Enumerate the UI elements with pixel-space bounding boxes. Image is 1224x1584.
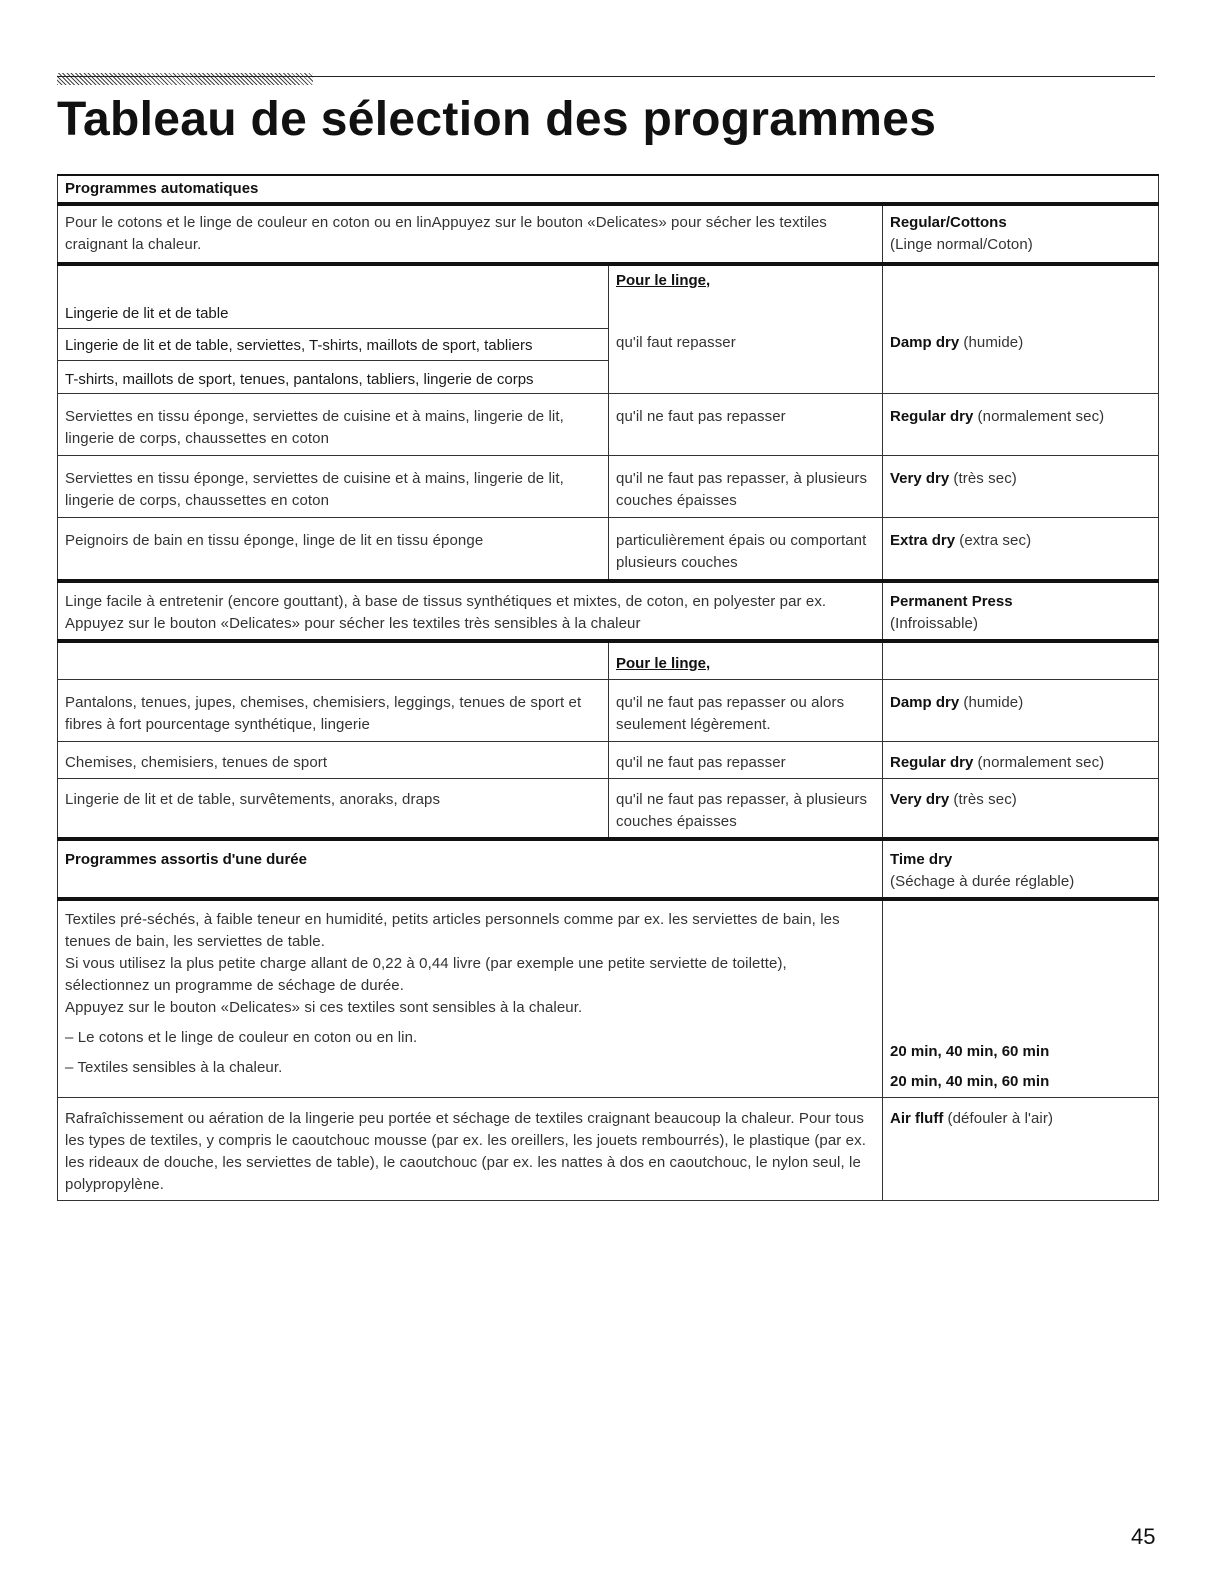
condition-text: qu'il faut repasser [616, 334, 736, 351]
textile-desc: Serviettes en tissu éponge, serviettes de cuisine et à mains, lingerie de lit, lingerie de corps, chaussettes en coton [65, 408, 564, 447]
timed-line-2: – Textiles sensibles à la chaleur. [65, 1059, 283, 1076]
program-sub: (humide) [963, 334, 1024, 351]
program-name: Damp dry [890, 694, 960, 711]
table-row [58, 1098, 1159, 1201]
program-sub: (extra sec) [959, 532, 1032, 549]
timed-intro-1: Textiles pré-séchés, à faible teneur en humidité, petits articles personnels comme par ex. les serviettes de bain, les tenues de bain, les serviettes de table. [65, 911, 840, 950]
pour-le-linge-heading: Pour le linge, [616, 272, 711, 289]
permanent-press-desc: Linge facile à entretenir (encore gouttant), à base de tissus synthétiques et mixtes, de coton, en polyester par ex. Appuyez sur le bouton «Delicates» pour sécher les textiles très sensibles à la chaleur [65, 593, 827, 632]
table-row [58, 204, 1159, 264]
program-name: Very dry [890, 470, 950, 487]
program-sub: (normalement sec) [977, 754, 1105, 771]
program-sub: (Linge normal/Coton) [890, 236, 1033, 253]
table-row [58, 899, 1159, 1098]
program-table [57, 174, 1159, 1201]
program-name: Extra dry [890, 532, 956, 549]
table-row [58, 742, 1159, 779]
list-item: Lingerie de lit et de table [58, 300, 608, 329]
section-header-row [58, 839, 1159, 899]
program-name: Regular/Cottons [890, 214, 1007, 231]
timed-line-1: – Le cotons et le linge de couleur en coton ou en lin. [65, 1029, 418, 1046]
program-name: Regular dry [890, 408, 974, 425]
program-sub: (Séchage à durée réglable) [890, 873, 1075, 890]
condition-text: qu'il ne faut pas repasser [616, 754, 786, 771]
time-options: 20 min, 40 min, 60 min [890, 1043, 1050, 1060]
program-name: Air fluff [890, 1110, 944, 1127]
time-options: 20 min, 40 min, 60 min [890, 1073, 1050, 1090]
timed-intro-2: Si vous utilisez la plus petite charge allant de 0,22 à 0,44 livre (par exemple une petite serviette de toilette), sélectionnez un programme de séchage de durée. [65, 955, 787, 994]
air-fluff-desc: Rafraîchissement ou aération de la lingerie peu portée et séchage de textiles craignant beaucoup la chaleur. Pour tous les types de textiles, y compris le caoutchouc mousse (par ex. les oreillers, les jouets rembourrés), le plastique (par ex. les rideaux de douche, les serviettes de table), le caoutchouc (par ex. les nattes à dos en caoutchouc, le nylon seul, le polypropylène. [65, 1110, 866, 1193]
table-row [58, 394, 1159, 456]
header-rule [57, 76, 1155, 77]
header-rule-pattern [57, 73, 313, 85]
textile-desc: Chemises, chemisiers, tenues de sport [65, 754, 328, 771]
section-header-timed: Programmes assortis d'une durée [65, 851, 307, 868]
program-sub: (humide) [963, 694, 1024, 711]
condition-text: qu'il ne faut pas repasser [616, 408, 786, 425]
list-item: T-shirts, maillots de sport, tenues, pantalons, tabliers, lingerie de corps [65, 371, 534, 388]
section-header-row [58, 175, 1159, 204]
table-row [58, 264, 1159, 394]
textile-desc: Lingerie de lit et de table, survêtements, anoraks, draps [65, 791, 441, 808]
table-row [58, 518, 1159, 582]
table-row [58, 581, 1159, 641]
program-sub: (normalement sec) [977, 408, 1105, 425]
table-row [58, 641, 1159, 680]
program-sub: (très sec) [953, 791, 1017, 808]
regular-cottons-desc: Pour le cotons et le linge de couleur en coton ou en linAppuyez sur le bouton «Delicates» pour sécher les textiles craignant la chaleur. [65, 214, 827, 253]
table-row [58, 680, 1159, 742]
condition-text: qu'il ne faut pas repasser, à plusieurs couches épaisses [616, 470, 868, 509]
page-title: Tableau de sélection des programmes [57, 93, 937, 146]
program-name: Regular dry [890, 754, 974, 771]
program-name: Time dry [890, 851, 953, 868]
condition-text: particulièrement épais ou comportant plusieurs couches [616, 532, 867, 571]
condition-text: qu'il ne faut pas repasser ou alors seulement légèrement. [616, 694, 845, 733]
timed-intro-3: Appuyez sur le bouton «Delicates» si ces textiles sont sensibles à la chaleur. [65, 999, 583, 1016]
textile-desc: Peignoirs de bain en tissu éponge, linge de lit en tissu éponge [65, 532, 484, 549]
program-name: Permanent Press [890, 593, 1013, 610]
pour-le-linge-heading: Pour le linge, [616, 655, 711, 672]
table-row [58, 456, 1159, 518]
condition-text: qu'il ne faut pas repasser, à plusieurs couches épaisses [616, 791, 868, 830]
list-item: Lingerie de lit et de table, serviettes, T-shirts, maillots de sport, tabliers [58, 329, 608, 361]
program-name: Damp dry [890, 334, 960, 351]
section-header-auto: Programmes automatiques [65, 180, 259, 197]
page-number: 45 [1131, 1524, 1156, 1549]
program-sub: (défouler à l'air) [947, 1110, 1054, 1127]
program-sub: (Infroissable) [890, 615, 979, 632]
program-name: Very dry [890, 791, 950, 808]
textile-desc: Pantalons, tenues, jupes, chemises, chemisiers, leggings, tenues de sport et fibres à fort pourcentage synthétique, lingerie [65, 694, 582, 733]
textile-desc: Serviettes en tissu éponge, serviettes de cuisine et à mains, lingerie de lit, lingerie de corps, chaussettes en coton [65, 470, 564, 509]
table-row [58, 779, 1159, 840]
program-sub: (très sec) [953, 470, 1017, 487]
